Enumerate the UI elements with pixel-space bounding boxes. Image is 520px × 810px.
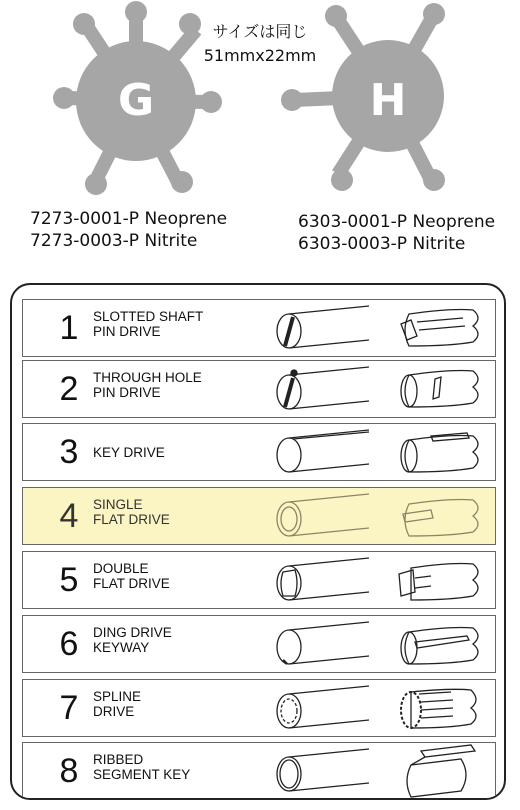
ding-drive-end-icon <box>391 616 491 672</box>
drive-label-line1: SINGLE <box>93 497 143 512</box>
part-number: 6303-0003-P Nitrite <box>298 234 466 254</box>
drive-label-line1: RIBBED <box>93 752 144 767</box>
drive-label-line2: PIN DRIVE <box>93 385 161 400</box>
drive-label-line2: FLAT DRIVE <box>93 512 170 527</box>
drive-label-line1: KEY DRIVE <box>93 445 165 460</box>
drive-label-line1: THROUGH HOLE <box>93 370 202 385</box>
impeller-h-parts <box>298 211 495 255</box>
double-flat-end-icon <box>391 552 491 608</box>
spline-drive-end-icon <box>391 680 491 736</box>
drive-row-1 <box>22 299 496 357</box>
drive-label-line2: FLAT DRIVE <box>93 576 170 591</box>
key-drive-end-icon <box>391 424 491 480</box>
drive-number: 5 <box>59 561 79 599</box>
through-hole-end-icon <box>391 361 491 417</box>
part-number: 7273-0003-P Nitrite <box>30 231 198 251</box>
impeller-g-letter: G <box>117 74 155 126</box>
drive-label <box>93 497 263 527</box>
single-flat-bore-icon <box>273 488 383 544</box>
drive-number: 4 <box>59 497 79 535</box>
drive-row-4 <box>22 487 496 545</box>
ding-drive-bore-icon <box>273 616 383 672</box>
drive-number: 6 <box>59 625 79 663</box>
single-flat-end-icon <box>391 488 491 544</box>
slotted-shaft-end-icon <box>391 300 491 356</box>
key-drive-bore-icon <box>273 424 383 480</box>
drive-label-line1: SPLINE <box>93 689 142 704</box>
drive-label <box>93 561 263 591</box>
part-number: 7273-0001-P Neoprene <box>30 209 228 229</box>
drive-row-2 <box>22 360 496 418</box>
drive-row-5 <box>22 551 496 609</box>
drive-label <box>93 752 263 782</box>
drive-row-8 <box>22 742 496 800</box>
double-flat-bore-icon <box>273 552 383 608</box>
drive-number: 1 <box>59 309 79 347</box>
drive-label <box>93 689 263 719</box>
drive-row-6 <box>22 615 496 673</box>
drive-label-line1: DING DRIVE <box>93 625 172 640</box>
size-note-line1: サイズは同じ <box>212 22 308 41</box>
drive-row-3 <box>22 423 496 481</box>
impeller-h-letter: H <box>369 74 407 126</box>
drive-number: 2 <box>59 370 79 408</box>
drive-row-7 <box>22 679 496 737</box>
spline-drive-bore-icon <box>273 680 383 736</box>
part-number: 6303-0001-P Neoprene <box>298 212 496 232</box>
size-note-line2: 51mmx22mm <box>203 46 317 65</box>
ribbed-segment-bore-icon <box>273 743 383 799</box>
slotted-shaft-bore-icon <box>273 300 383 356</box>
drive-label-line2: DRIVE <box>93 704 135 719</box>
drive-label <box>93 445 263 460</box>
drive-number: 3 <box>59 433 79 471</box>
ribbed-segment-key-end-icon <box>391 743 491 799</box>
drive-label-line1: SLOTTED SHAFT <box>93 309 204 324</box>
drive-label <box>93 625 263 655</box>
drive-number: 8 <box>59 752 79 790</box>
drive-label-line2: PIN DRIVE <box>93 324 161 339</box>
through-hole-bore-icon <box>273 361 383 417</box>
drive-label <box>93 370 263 400</box>
drive-number: 7 <box>59 689 79 727</box>
size-note <box>190 20 330 68</box>
drive-label <box>93 309 263 339</box>
drive-type-table <box>10 283 506 800</box>
drive-label-line1: DOUBLE <box>93 561 149 576</box>
impeller-g-parts <box>30 208 227 252</box>
drive-label-line2: KEYWAY <box>93 640 150 655</box>
drive-label-line2: SEGMENT KEY <box>93 767 191 782</box>
